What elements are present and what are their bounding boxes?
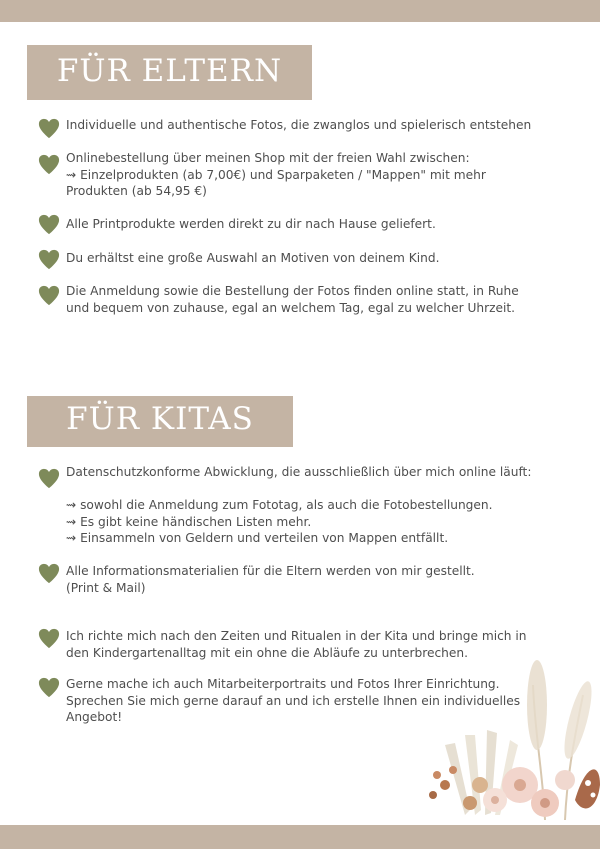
eltern-item-4 (66, 250, 440, 267)
text-line: Sprechen Sie mich gerne darauf an und ich erstelle Ihnen ein individuelles (66, 693, 521, 708)
text-line: Produkten (ab 54,95 €) (66, 184, 207, 199)
floral-decoration (425, 625, 600, 825)
kitas-item-2 (66, 563, 475, 596)
heart-icon (38, 249, 60, 271)
heart-icon (38, 118, 60, 140)
heading-kitas-box (27, 396, 293, 447)
heart-icon (38, 154, 60, 176)
text-line: Onlinebestellung über meinen Shop mit der freien Wahl zwischen: (66, 151, 470, 165)
eltern-item-5 (66, 283, 519, 316)
text-line: Gerne mache ich auch Mitarbeiterportraits und Fotos Ihrer Einrichtung. (66, 677, 500, 691)
heading-kitas: FÜR KITAS (66, 401, 254, 437)
text-line: Du erhältst eine große Auswahl an Motiven von deinem Kind. (66, 251, 440, 265)
heading-eltern: FÜR ELTERN (56, 53, 283, 89)
heart-icon (38, 628, 60, 650)
text-line: ⇝ Einzelprodukten (ab 7,00€) und Sparpaketen / "Mappen" mit mehr (66, 167, 486, 182)
text-line: Alle Printprodukte werden direkt zu dir nach Hause geliefert. (66, 217, 436, 231)
text-line: ⇝ Einsammeln von Geldern und verteilen von Mappen entfällt. (66, 531, 449, 546)
text-line: Datenschutzkonforme Abwicklung, die ausschließlich über mich online läuft: (66, 465, 532, 479)
text-line (66, 481, 531, 498)
text-line: Ich richte mich nach den Zeiten und Ritualen in der Kita und bringe mich in (66, 629, 527, 643)
text-line: Angebot! (66, 710, 123, 725)
heading-eltern-box (27, 45, 312, 100)
heart-icon (38, 285, 60, 307)
bottom-band (0, 825, 600, 849)
text-line: Alle Informationsmaterialien für die Eltern werden von mir gestellt. (66, 564, 475, 578)
text-line: (Print & Mail) (66, 580, 146, 595)
text-line: den Kindergartenalltag mit ein ohne die Abläufe zu unterbrechen. (66, 645, 468, 660)
kitas-item-1 (66, 464, 531, 547)
text-line: Individuelle und authentische Fotos, die zwanglos und spielerisch entstehen (66, 118, 532, 132)
text-line: ⇝ sowohl die Anmeldung zum Fototag, als auch die Fotobestellungen. (66, 498, 493, 513)
eltern-item-3 (66, 216, 436, 233)
heart-icon (38, 214, 60, 236)
heart-icon (38, 677, 60, 699)
text-line: ⇝ Es gibt keine händischen Listen mehr. (66, 514, 312, 529)
text-line: und bequem von zuhause, egal an welchem Tag, egal zu welcher Uhrzeit. (66, 300, 516, 315)
eltern-item-1 (66, 117, 531, 134)
top-band (0, 0, 600, 22)
heart-icon (38, 468, 60, 490)
text-line: Die Anmeldung sowie die Bestellung der Fotos finden online statt, in Ruhe (66, 284, 519, 298)
eltern-item-2 (66, 150, 486, 200)
heart-icon (38, 563, 60, 585)
